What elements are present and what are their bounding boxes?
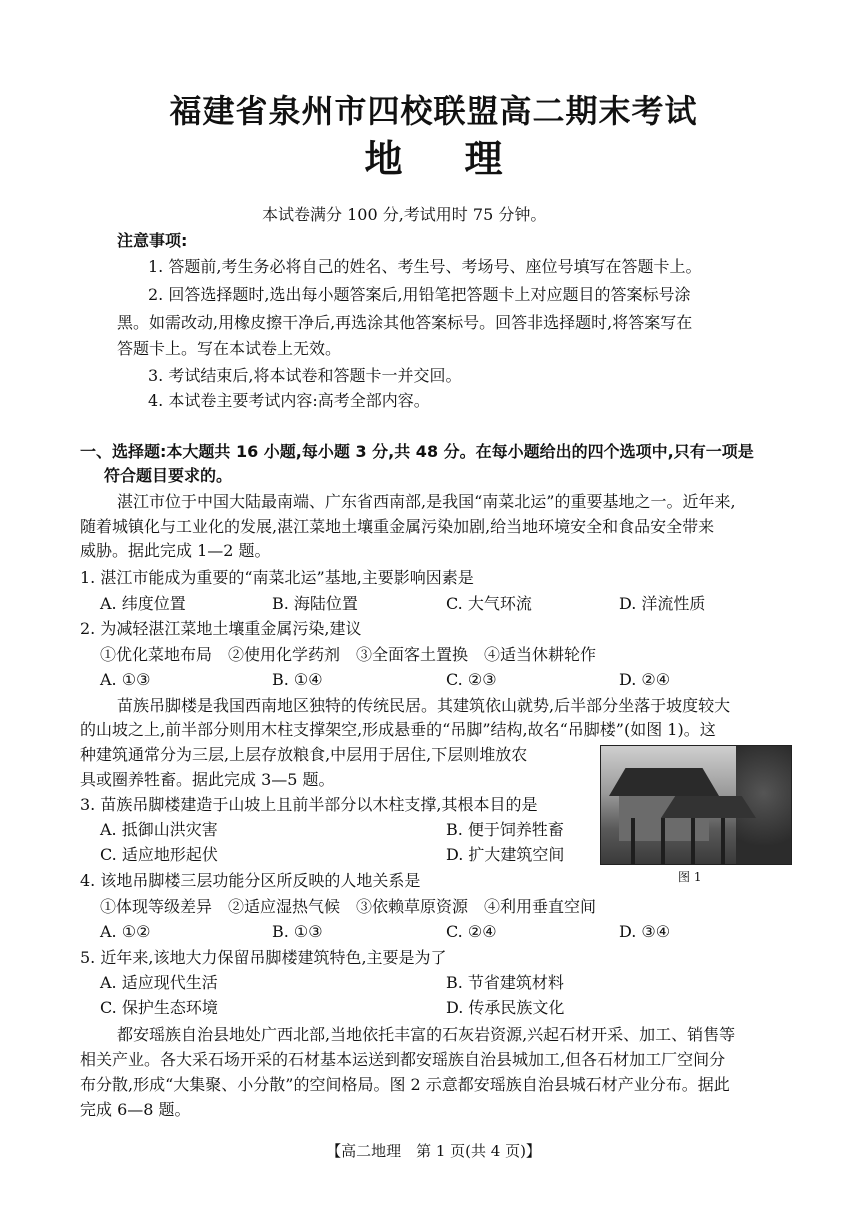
wooden-pillar bbox=[631, 818, 635, 864]
section-heading: 一、选择题:本大题共 16 小题,每小题 3 分,共 48 分。在每小题给出的四个选项中,只有一项是 bbox=[80, 442, 754, 461]
passage-line: 都安瑶族自治县地处广西北部,当地依托丰富的石灰岩资源,兴起石材开采、加工、销售等 bbox=[117, 1025, 736, 1044]
diaojiaolou-photo bbox=[600, 745, 792, 865]
notice-item: 1. 答题前,考生务必将自己的姓名、考生号、考场号、座位号填写在答题卡上。 bbox=[148, 257, 702, 276]
option: A. 适应现代生活 bbox=[100, 973, 218, 992]
exam-note: 本试卷满分 100 分,考试用时 75 分钟。 bbox=[262, 205, 547, 224]
option: B. 便于饲养牲畜 bbox=[446, 820, 564, 839]
question-items: ①体现等级差异 ②适应湿热气候 ③依赖草原资源 ④利用垂直空间 bbox=[100, 897, 597, 916]
question-stem: 1. 湛江市能成为重要的“南菜北运”基地,主要影响因素是 bbox=[80, 568, 474, 587]
option: B. ①④ bbox=[272, 670, 323, 689]
section-heading-cont: 符合题目要求的。 bbox=[104, 466, 233, 485]
option: A. 抵御山洪灾害 bbox=[100, 820, 218, 839]
option: B. ①③ bbox=[272, 922, 323, 941]
passage-line: 湛江市位于中国大陆最南端、广东省西南部,是我国“南菜北运”的重要基地之一。近年来, bbox=[117, 492, 736, 511]
wooden-pillar bbox=[661, 818, 665, 864]
figure-caption: 图 1 bbox=[678, 870, 702, 884]
notice-item: 2. 回答选择题时,选出每小题答案后,用铅笔把答题卡上对应题目的答案标号涂 bbox=[148, 285, 691, 304]
passage-line: 苗族吊脚楼是我国西南地区独特的传统民居。其建筑依山就势,后半部分坐落于坡度较大 bbox=[117, 696, 731, 715]
wooden-pillar bbox=[721, 818, 725, 864]
subject-title: 地理 bbox=[364, 137, 565, 181]
house-roof-lower bbox=[661, 796, 756, 818]
notice-heading: 注意事项: bbox=[117, 231, 188, 250]
option: A. ①② bbox=[100, 922, 151, 941]
option: D. ②④ bbox=[619, 670, 671, 689]
option: D. 传承民族文化 bbox=[446, 998, 565, 1017]
passage-line: 相关产业。各大采石场开采的石材基本运送到都安瑶族自治县城加工,但各石材加工厂空间分 bbox=[80, 1050, 726, 1069]
option: C. 适应地形起伏 bbox=[100, 845, 218, 864]
passage-line: 布分散,形成“大集聚、小分散”的空间格局。图 2 示意都安瑶族自治县城石材产业分布。据此 bbox=[80, 1075, 730, 1094]
option: D. 洋流性质 bbox=[619, 594, 706, 613]
option: A. 纬度位置 bbox=[100, 594, 186, 613]
notice-item: 黑。如需改动,用橡皮擦干净后,再选涂其他答案标号。回答非选择题时,将答案写在 bbox=[117, 313, 693, 332]
house-roof bbox=[609, 768, 719, 796]
question-items: ①优化菜地布局 ②使用化学药剂 ③全面客土置换 ④适当休耕轮作 bbox=[100, 645, 597, 664]
option: C. ②④ bbox=[446, 922, 497, 941]
option: C. 大气环流 bbox=[446, 594, 532, 613]
option: C. 保护生态环境 bbox=[100, 998, 218, 1017]
option: D. 扩大建筑空间 bbox=[446, 845, 565, 864]
question-stem: 2. 为减轻湛江菜地土壤重金属污染,建议 bbox=[80, 619, 362, 638]
option: D. ③④ bbox=[619, 922, 671, 941]
option: A. ①③ bbox=[100, 670, 151, 689]
exam-title: 福建省泉州市四校联盟高二期末考试 bbox=[169, 92, 698, 130]
passage-line: 威胁。据此完成 1—2 题。 bbox=[80, 541, 271, 560]
option: B. 海陆位置 bbox=[272, 594, 358, 613]
notice-item: 3. 考试结束后,将本试卷和答题卡一并交回。 bbox=[148, 366, 462, 385]
passage-line: 随着城镇化与工业化的发展,湛江菜地土壤重金属污染加剧,给当地环境安全和食品安全带来 bbox=[80, 517, 715, 536]
option: B. 节省建筑材料 bbox=[446, 973, 564, 992]
notice-item: 答题卡上。写在本试卷上无效。 bbox=[117, 339, 342, 358]
option: C. ②③ bbox=[446, 670, 497, 689]
passage-line: 的山坡之上,前半部分则用木柱支撑架空,形成悬垂的“吊脚”结构,故名“吊脚楼”(如图 1)。这 bbox=[80, 720, 716, 739]
wooden-pillar bbox=[691, 818, 695, 864]
page-footer: 【高二地理 第 1 页(共 4 页)】 bbox=[326, 1142, 541, 1160]
question-stem: 4. 该地吊脚楼三层功能分区所反映的人地关系是 bbox=[80, 871, 421, 890]
question-stem: 3. 苗族吊脚楼建造于山坡上且前半部分以木柱支撑,其根本目的是 bbox=[80, 795, 538, 814]
passage-line: 具或圈养牲畜。据此完成 3—5 题。 bbox=[80, 770, 335, 789]
passage-line: 完成 6—8 题。 bbox=[80, 1100, 191, 1119]
notice-item: 4. 本试卷主要考试内容:高考全部内容。 bbox=[148, 391, 430, 410]
question-stem: 5. 近年来,该地大力保留吊脚楼建筑特色,主要是为了 bbox=[80, 948, 447, 967]
passage-line: 种建筑通常分为三层,上层存放粮食,中层用于居住,下层则堆放农 bbox=[80, 745, 528, 764]
